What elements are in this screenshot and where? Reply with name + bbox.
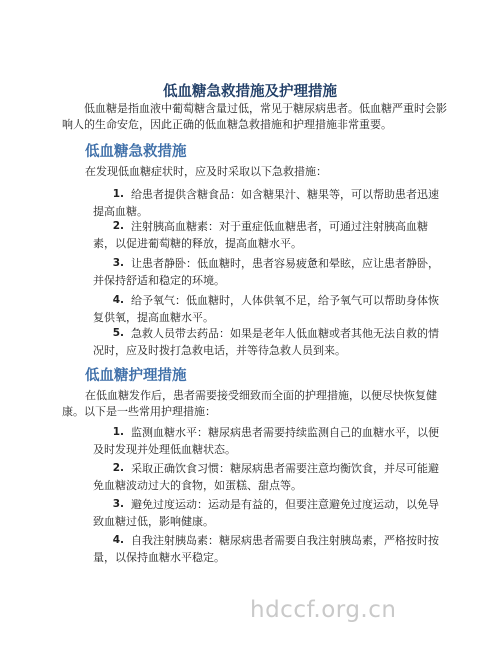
list-item-number: 4.: [112, 294, 124, 306]
list-item: [93, 424, 441, 458]
list-item-number: 2.: [112, 220, 124, 232]
list-item-text: 采取正确饮食习惯：糖尿病患者需要注意均衡饮食，并尽可能避免血糖波动过大的食物，如蛋糕、甜点等。: [93, 462, 439, 492]
watermark: hdccf.org.cn: [250, 597, 397, 623]
section-lead-first-aid: 在发现低血糖症状时，应及时采取以下急救措施：: [85, 165, 327, 178]
list-item-number: 3.: [112, 498, 124, 510]
list-item-number: 2.: [112, 462, 124, 474]
list-item-number: 1.: [112, 188, 124, 200]
list-item: [93, 460, 441, 494]
list-item: [93, 532, 441, 566]
section-lead-nursing: 在低血糖发作后，患者需要接受细致而全面的护理措施，以便尽快恢复健康。以下是一些常用护理措施：: [62, 389, 437, 418]
list-item-text: 注射胰高血糖素：对于重症低血糖患者，可通过注射胰高血糖素，以促进葡萄糖的释放，提高血糖水平。: [93, 220, 428, 250]
list-item-text: 让患者静卧：低血糖时，患者容易疲惫和晕眩，应让患者静卧，并保持舒适和稳定的环境。: [93, 257, 439, 287]
list-item-number: 5.: [112, 327, 124, 339]
list-item-number: 4.: [112, 534, 124, 546]
list-item: [93, 218, 441, 252]
list-item: [93, 255, 441, 289]
intro-paragraph: 低血糖是指血液中葡萄糖含量过低，常见于糖尿病患者。低血糖严重时会影响人的生命安危，因此正确的低血糖急救措施和护理措施非常重要。: [62, 102, 447, 131]
section-heading-first-aid: 低血糖急救措施: [85, 144, 187, 160]
list-item: [93, 292, 441, 326]
list-item-number: 3.: [112, 257, 124, 269]
list-item-text: 监测血糖水平：糖尿病患者需要持续监测自己的血糖水平，以便及时发现并处理低血糖状态。: [93, 426, 439, 456]
list-item-text: 给予氧气：低血糖时，人体供氧不足，给予氧气可以帮助身体恢复供氧，提高血糖水平。: [93, 294, 439, 324]
list-item: [93, 186, 441, 220]
list-item-number: 1.: [112, 426, 124, 438]
list-item-text: 急救人员带去药品：如果是老年人低血糖或者其他无法自救的情况时，应及时拨打急救电话，并等待急救人员到来。: [93, 327, 439, 357]
document-title: 低血糖急救措施及护理措施: [163, 84, 337, 100]
list-item-text: 自我注射胰岛素：糖尿病患者需要自我注射胰岛素，严格按时按量，以保持血糖水平稳定。: [93, 534, 439, 564]
list-item: [93, 496, 441, 530]
list-item: [93, 325, 441, 359]
list-item-text: 避免过度运动：运动是有益的，但要注意避免过度运动，以免导致血糖过低，影响健康。: [93, 498, 439, 528]
section-heading-nursing: 低血糖护理措施: [85, 368, 187, 384]
list-item-text: 给患者提供含糖食品：如含糖果汁、糖果等，可以帮助患者迅速提高血糖。: [93, 188, 439, 218]
